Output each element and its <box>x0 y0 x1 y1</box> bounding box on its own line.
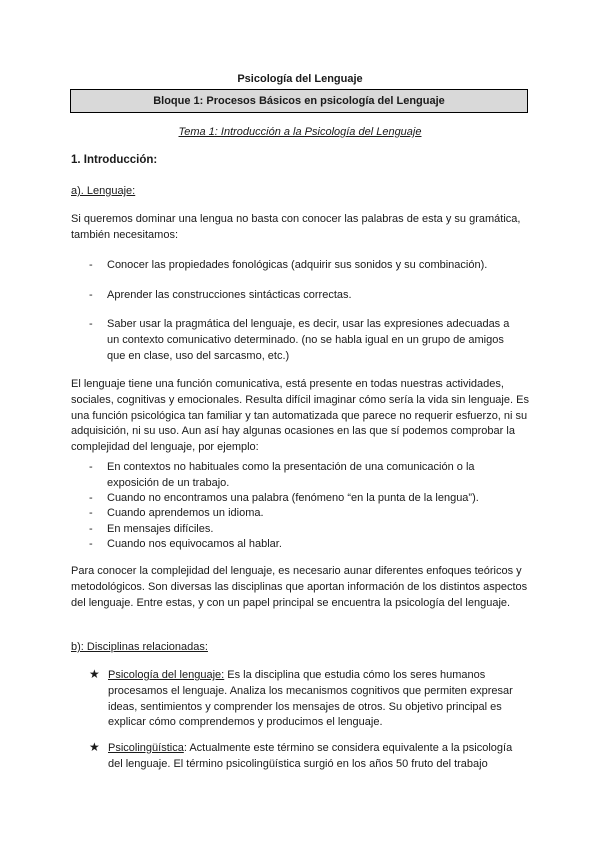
dash-bullet: - <box>89 507 93 519</box>
dash-bullet: - <box>89 538 93 550</box>
list-item-text: Aprender las construcciones sintácticas correctas. <box>107 289 352 301</box>
subsection-a-heading: a). Lenguaje: <box>71 185 136 197</box>
list-item-text: En mensajes difíciles. <box>107 523 214 535</box>
list-item-text: Cuando no encontramos una palabra (fenómeno “en la punta de la lengua”). <box>107 492 479 504</box>
list-item-text: Cuando aprendemos un idioma. <box>107 507 264 519</box>
star-icon: ★ <box>89 740 100 754</box>
dash-bullet: - <box>89 259 93 271</box>
dash-bullet: - <box>89 492 93 504</box>
section-heading: 1. Introducción: <box>71 154 158 166</box>
block-heading-box: Bloque 1: Procesos Básicos en psicología del Lenguaje <box>70 89 528 113</box>
dash-bullet: - <box>89 289 93 301</box>
subsection-b-heading: b): Disciplinas relacionadas: <box>71 641 208 653</box>
star-icon: ★ <box>89 667 100 681</box>
discipline-description: Es la disciplina que estudia cómo los seres humanos procesamos el lenguaje. Analiza los mecanismos cognitivos que permiten expresar ideas, sentimientos y comprender los mensajes de otros. Su objetivo principal es explicar cómo comprendemos y producimos el lenguaje. <box>108 669 513 729</box>
discipline-text <box>108 741 528 773</box>
dash-bullet: - <box>89 461 93 473</box>
list-item-text: En contextos no habituales como la presentación de una comunicación o la exposición de un trabajo. <box>107 461 475 489</box>
discipline-text <box>108 668 528 731</box>
discipline-description: : Actualmente este término se considera equivalente a la psicología del lenguaje. El término psicolingüística surgió en los años 50 fruto del trabajo <box>108 742 513 770</box>
list-item-text: Conocer las propiedades fonológicas (adquirir sus sonidos y su combinación). <box>107 259 488 271</box>
dash-bullet: - <box>89 523 93 535</box>
dash-bullet: - <box>89 318 93 330</box>
discipline-name: Psicología del lenguaje: <box>108 669 225 681</box>
topic-title: Tema 1: Introducción a la Psicología del Lenguaje <box>178 126 422 138</box>
list-item-text: Saber usar la pragmática del lenguaje, es decir, usar las expresiones adecuadas a un contexto comunicativo determinado. (no se habla igual en un grupo de amigos que en clase, uso del sarcasmo, etc.) <box>107 318 510 362</box>
function-paragraph: El lenguaje tiene una función comunicativa, está presente en todas nuestras actividades, sociales, cognitivas y emocionales. Resulta difícil imaginar cómo sería la vida sin lenguaje. Es una función psicológica tan familiar y tan automatizada que parece no requerir esfuerzo, ni su adquisición, ni su uso. Aun así hay algunas ocasiones en las que sí podemos comprobar la complejidad del lenguaje, por ejemplo: <box>71 378 529 454</box>
complexity-paragraph: Para conocer la complejidad del lenguaje, es necesario aunar diferentes enfoques teóricos y metodológicos. Son diversas las disciplinas que aportan información de los distintos aspectos del lenguaje. Entre estas, y con un papel principal se encuentra la psicología del lenguaje. <box>71 565 528 609</box>
discipline-name: Psicolingüística <box>108 742 184 754</box>
list-item-text: Cuando nos equivocamos al hablar. <box>107 538 282 550</box>
document-title: Psicología del Lenguaje <box>237 73 363 85</box>
intro-paragraph: Si queremos dominar una lengua no basta con conocer las palabras de esta y su gramática, también necesitamos: <box>71 213 521 241</box>
